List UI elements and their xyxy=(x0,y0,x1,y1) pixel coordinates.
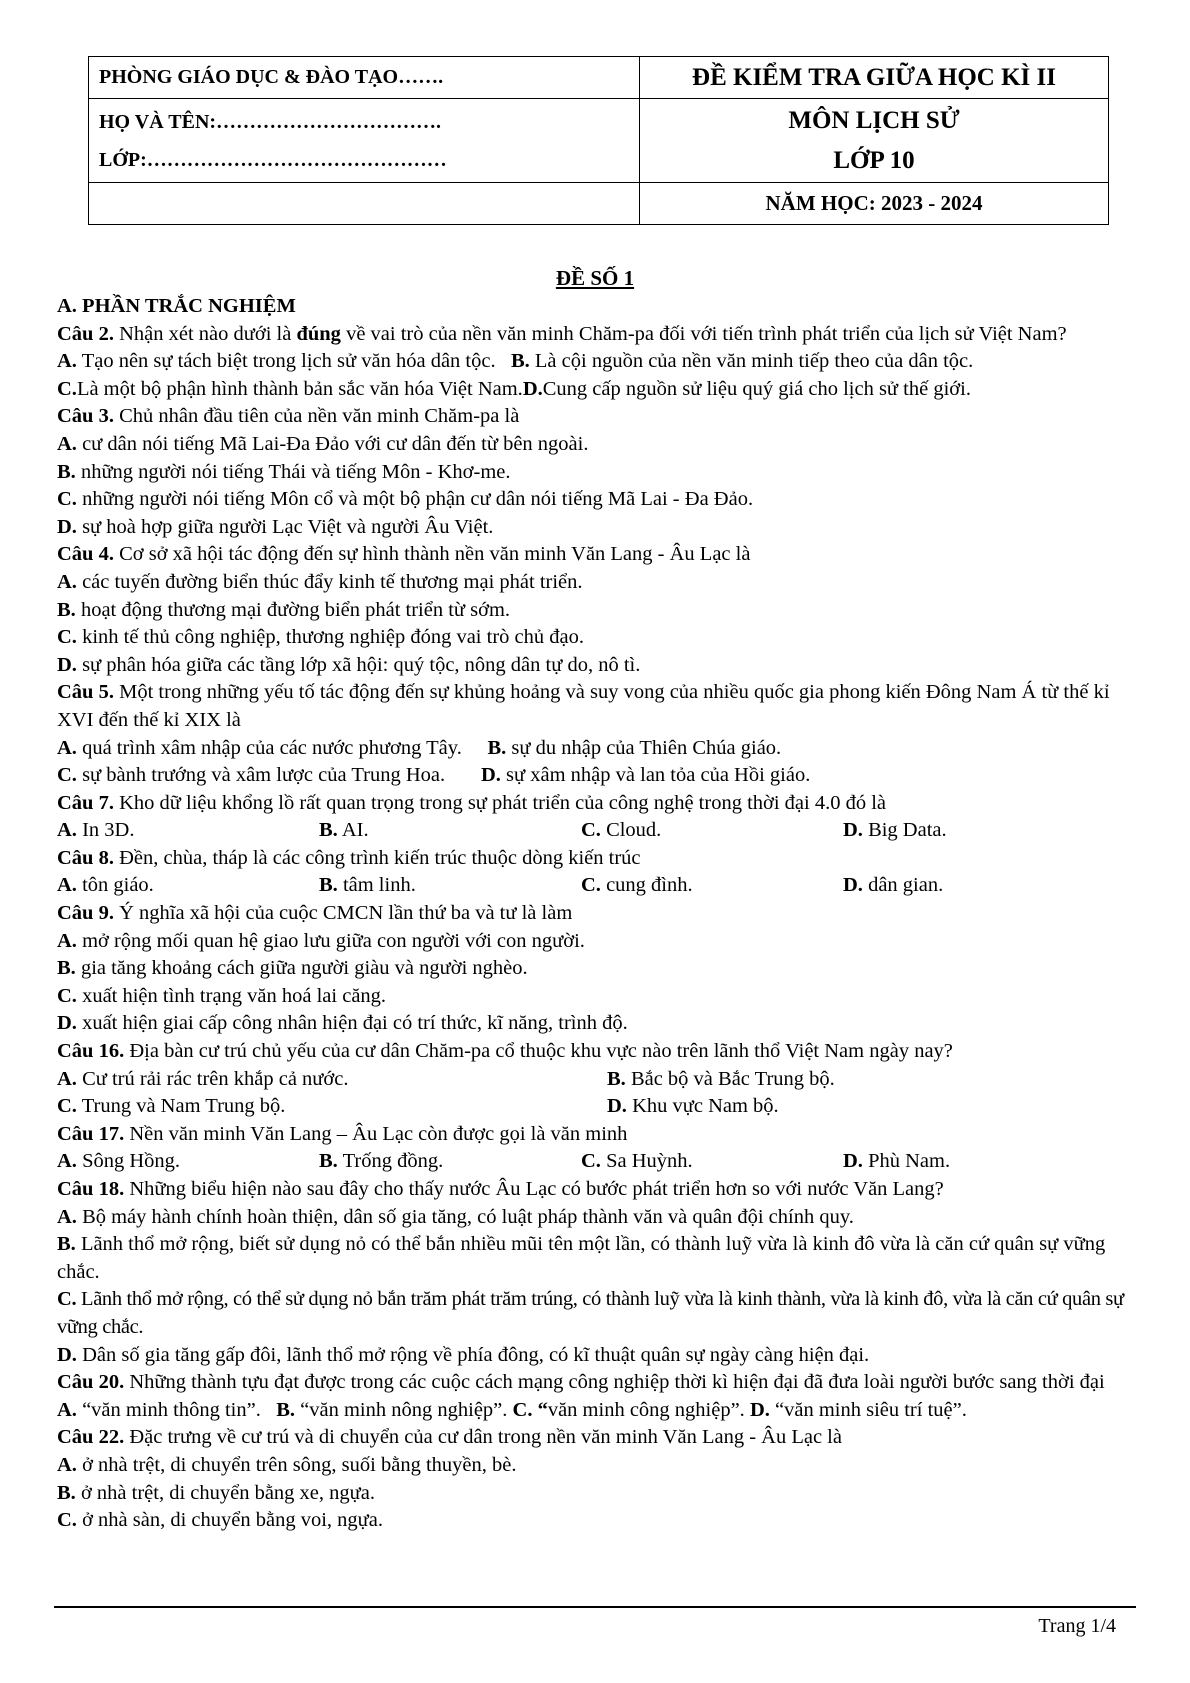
answer-option: Cung cấp nguồn sử liệu quý giá cho lịch sử thế giới. xyxy=(542,377,971,400)
student-class-field: LỚP:……………………………………… xyxy=(99,148,447,171)
subject-cell xyxy=(640,99,1109,183)
question-4: Câu 4. Cơ sở xã hội tác động đến sự hình thành nền văn minh Văn Lang - Âu Lạc là xyxy=(57,543,751,566)
page-number: Trang 1/4 xyxy=(1038,1615,1116,1637)
answer-option: C. những người nói tiếng Môn cổ và một bộ phận cư dân nói tiếng Mã Lai - Đa Đảo. xyxy=(57,488,754,511)
answer-option: D. Dân số gia tăng gấp đôi, lãnh thổ mở rộng về phía đông, có kĩ thuật quân sự ngày càng hiện đại. xyxy=(57,1343,870,1366)
answer-row: A. Tạo nên sự tách biệt trong lịch sử văn hóa dân tộc. B. Là cội nguồn của nền văn minh tiếp theo của dân tộc. xyxy=(57,350,974,373)
answer-option: B. gia tăng khoảng cách giữa người giàu và người nghèo. xyxy=(57,957,528,980)
student-info-cell xyxy=(89,99,640,183)
answer-option: A. Bộ máy hành chính hoàn thiện, dân số gia tăng, có luật pháp thành văn và quân đội chính quy. xyxy=(57,1205,854,1228)
question-number: Câu 16. xyxy=(57,1040,125,1063)
question-number: Câu 7. xyxy=(57,791,114,814)
answer-row: A. Cư trú rải rác trên khắp cả nước. B. Bắc bộ và Bắc Trung bộ. xyxy=(57,1067,835,1090)
answer-option: A. mở rộng mối quan hệ giao lưu giữa con người với con người. xyxy=(57,929,585,952)
answer-row: A. quá trình xâm nhập của các nước phương Tây. B. sự du nhập của Thiên Chúa giáo. xyxy=(57,736,782,759)
question-list xyxy=(57,293,1133,1535)
exam-header-table xyxy=(88,56,1109,225)
exam-title: ĐỀ KIỂM TRA GIỮA HỌC KÌ II xyxy=(640,57,1109,99)
question-8: Câu 8. Đền, chùa, tháp là các công trình kiến trúc thuộc dòng kiến trúc xyxy=(57,846,641,869)
answer-row: C. Trung và Nam Trung bộ. D. Khu vực Nam bộ. xyxy=(57,1095,779,1118)
answer-option: D. xuất hiện giai cấp công nhân hiện đại có trí thức, kĩ năng, trình độ. xyxy=(57,1012,628,1035)
answer-row: A. In 3D. B. AI. C. Cloud. D. Big Data. xyxy=(57,819,947,842)
question-number: Câu 20. xyxy=(57,1371,125,1394)
question-number: Câu 9. xyxy=(57,902,114,925)
department-cell: PHÒNG GIÁO DỤC & ĐÀO TẠO……. xyxy=(89,57,640,99)
question-number: Câu 17. xyxy=(57,1122,125,1145)
question-17: Câu 17. Nền văn minh Văn Lang – Âu Lạc còn được gọi là văn minh xyxy=(57,1122,628,1145)
question-number: Câu 2. xyxy=(57,322,114,345)
question-number: Câu 3. xyxy=(57,405,114,428)
answer-option: A. các tuyến đường biển thúc đẩy kinh tế thương mại phát triển. xyxy=(57,570,583,593)
answer-row: C.Là một bộ phận hình thành bản sắc văn hóa Việt Nam.D.Cung cấp nguồn sử liệu quý giá cho lịch sử thế giới. xyxy=(57,377,971,400)
question-18: Câu 18. Những biểu hiện nào sau đây cho thấy nước Âu Lạc có bước phát triển hơn so với nước Văn Lang? xyxy=(57,1178,944,1200)
answer-option: B. những người nói tiếng Thái và tiếng Môn - Khơ-me. xyxy=(57,460,511,483)
student-name-field: HỌ VÀ TÊN:……………………………. xyxy=(99,110,442,133)
answer-option: A. cư dân nói tiếng Mã Lai-Đa Đảo với cư dân đến từ bên ngoài. xyxy=(57,432,589,455)
answer-option: B. Lãnh thổ mở rộng, biết sử dụng nỏ có thể bắn nhiều mũi tên một lần, có thành luỹ vừa là kinh đô vừa là căn cứ quân sự vững chắc. xyxy=(57,1233,1106,1283)
question-number: Câu 5. xyxy=(57,681,114,704)
question-22: Câu 22. Đặc trưng về cư trú và di chuyển của cư dân trong nền văn minh Văn Lang - Âu Lạc là xyxy=(57,1426,842,1449)
question-7: Câu 7. Kho dữ liệu khổng lồ rất quan trọng trong sự phát triển của công nghệ trong thời đại 4.0 đó là xyxy=(57,791,887,814)
empty-cell xyxy=(89,183,640,225)
answer-row: A. “văn minh thông tin”. B. “văn minh nông nghiệp”. C. “văn minh công nghiệp”. D. “văn minh siêu trí tuệ”. xyxy=(57,1398,967,1421)
section-heading: A. PHẦN TRẮC NGHIỆM xyxy=(57,295,296,317)
answer-option: C. ở nhà sàn, di chuyển bằng voi, ngựa. xyxy=(57,1509,383,1532)
answer-option: D. sự phân hóa giữa các tầng lớp xã hội: quý tộc, nông dân tự do, nô tì. xyxy=(57,653,641,676)
answer-row: C. sự bành trướng và xâm lược của Trung Hoa. D. sự xâm nhập và lan tỏa của Hồi giáo. xyxy=(57,764,811,787)
subject-name: MÔN LỊCH SỬ xyxy=(788,106,960,134)
exam-code-title: ĐỀ SỐ 1 xyxy=(555,266,635,290)
question-number: Câu 22. xyxy=(57,1426,125,1449)
emphasis-word: đúng xyxy=(296,322,341,345)
question-number: Câu 4. xyxy=(57,543,114,566)
question-9: Câu 9. Ý nghĩa xã hội của cuộc CMCN lần thứ ba và tư là làm xyxy=(57,902,573,925)
question-2: Câu 2. Nhận xét nào dưới là đúng về vai trò của nền văn minh Chăm-pa đối với tiến trình phát triển của lịch sử Việt Nam? xyxy=(57,322,1067,345)
answer-option: D. sự hoà hợp giữa người Lạc Việt và người Âu Việt. xyxy=(57,515,494,538)
answer-option: B. hoạt động thương mại đường biển phát triển từ sớm. xyxy=(57,598,511,621)
question-number: Câu 8. xyxy=(57,846,114,869)
question-16: Câu 16. Địa bàn cư trú chủ yếu của cư dân Chăm-pa cổ thuộc khu vực nào trên lãnh thổ Việt Nam ngày nay? xyxy=(57,1040,953,1063)
answer-option: C. kinh tế thủ công nghiệp, thương nghiệp đóng vai trò chủ đạo. xyxy=(57,626,584,649)
footer-divider xyxy=(54,1606,1136,1608)
answer-option: Là cội nguồn của nền văn minh tiếp theo của dân tộc. xyxy=(534,350,974,373)
answer-option: B. ở nhà trệt, di chuyển bằng xe, ngựa. xyxy=(57,1481,375,1504)
answer-option: Là một bộ phận hình thành bản sắc văn hóa Việt Nam. xyxy=(76,377,523,400)
answer-option: Tạo nên sự tách biệt trong lịch sử văn hóa dân tộc. xyxy=(81,350,496,373)
school-year: NĂM HỌC: 2023 - 2024 xyxy=(640,183,1109,225)
question-5: Câu 5. Một trong những yếu tố tác động đến sự khủng hoảng và suy vong của nhiều quốc gia phong kiến Đông Nam Á từ thế kỉ XVI đến thế kỉ XIX là xyxy=(57,681,1110,731)
answer-option: C. xuất hiện tình trạng văn hoá lai căng. xyxy=(57,984,387,1007)
question-20: Câu 20. Những thành tựu đạt được trong các cuộc cách mạng công nghiệp thời kì hiện đại đã đưa loài người bước sang thời đại xyxy=(57,1371,1105,1394)
question-3: Câu 3. Chủ nhân đầu tiên của nền văn minh Chăm-pa là xyxy=(57,405,520,428)
answer-option: C. Lãnh thổ mở rộng, có thể sử dụng nỏ bắn trăm phát trăm trúng, có thành luỹ vừa là kinh thành, vừa là kinh đô, vừa là căn cứ quân sự vững chắc. xyxy=(57,1288,1124,1338)
answer-option: A. ở nhà trệt, di chuyển trên sông, suối bằng thuyền, bè. xyxy=(57,1453,517,1476)
answer-row: A. tôn giáo. B. tâm linh. C. cung đình. D. dân gian. xyxy=(57,874,944,897)
answer-row: A. Sông Hồng. B. Trống đồng. C. Sa Huỳnh. D. Phù Nam. xyxy=(57,1150,951,1173)
grade-name: LỚP 10 xyxy=(833,146,915,174)
question-number: Câu 18. xyxy=(57,1178,125,1200)
